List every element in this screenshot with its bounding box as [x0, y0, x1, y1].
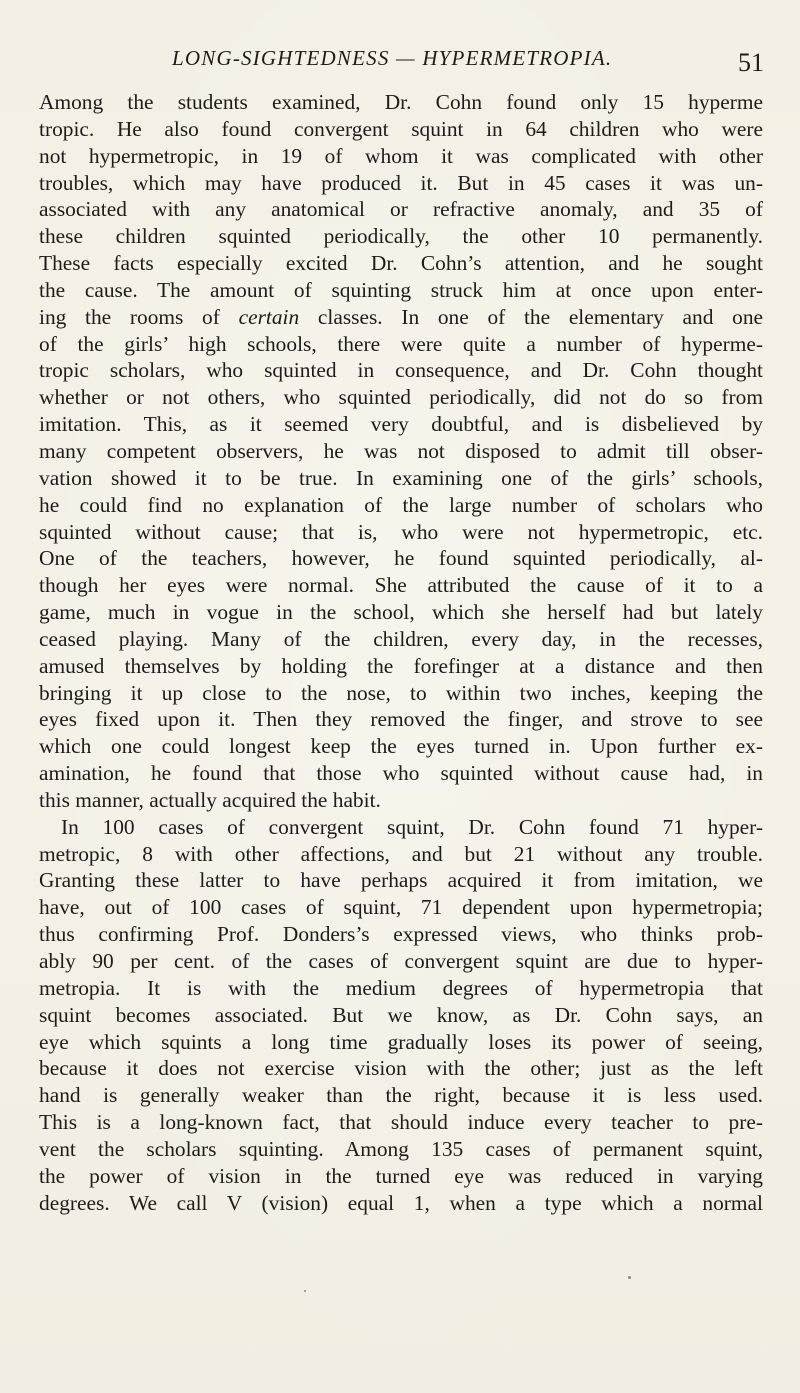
text-line: ably 90 per cent. of the cases of convergent squint are due to hyper-: [39, 949, 763, 973]
body-text: [39, 89, 763, 1216]
text-line: eyes fixed upon it. Then they removed the finger, and strove to see: [39, 707, 763, 732]
text-line: imitation. This, as it seemed very doubtful, and is disbelieved by: [39, 412, 763, 437]
text-line: whether or not others, who squinted periodically, did not do so from: [39, 385, 763, 410]
text-line: vent the scholars squinting. Among 135 cases of permanent squint,: [39, 1136, 763, 1161]
italic-emphasis: certain: [238, 304, 300, 329]
text-line: metropic, 8 with other affections, and but 21 without any trouble.: [39, 841, 763, 866]
paper-speck: [304, 1290, 306, 1292]
text-line: troubles, which may have produced it. But in 45 cases it was un-: [39, 170, 763, 195]
text-line: tropic. He also found convergent squint in 64 children who were: [39, 116, 763, 141]
text-line: degrees. We call V (vision) equal 1, when a type which a normal: [39, 1190, 763, 1215]
text-line: ing the rooms of certain classes. In one of the elementary and one: [39, 304, 764, 329]
text-line: One of the teachers, however, he found squinted periodically, al-: [39, 546, 763, 571]
text-line: game, much in vogue in the school, which she herself had but lately: [39, 600, 763, 625]
text-line: squint becomes associated. But we know, as Dr. Cohn says, an: [39, 1002, 763, 1027]
text-line: not hypermetropic, in 19 of whom it was complicated with other: [39, 143, 763, 168]
text-line: amused themselves by holding the forefinger at a distance and then: [39, 653, 763, 678]
text-line: amination, he found that those who squinted without cause had, in: [39, 761, 763, 786]
text-line: vation showed it to be true. In examining one of the girls’ schools,: [39, 465, 763, 490]
text-line: squinted without cause; that is, who were not hypermetropic, etc.: [39, 519, 763, 544]
text-line: have, out of 100 cases of squint, 71 dependent upon hypermetropia;: [39, 895, 763, 920]
text-line: though her eyes were normal. She attributed the cause of it to a: [39, 573, 763, 598]
text-line: hand is generally weaker than the right, because it is less used.: [39, 1083, 763, 1108]
text-line: he could find no explanation of the large number of scholars who: [39, 492, 763, 517]
running-title: LONG-SIGHTEDNESS — HYPERMETROPIA.: [172, 46, 613, 70]
text-line: metropia. It is with the medium degrees of hypermetropia that: [39, 975, 763, 1000]
text-line: bringing it up close to the nose, to within two inches, keeping the: [39, 680, 763, 705]
text-line: In 100 cases of convergent squint, Dr. Cohn found 71 hyper-: [61, 814, 763, 839]
page-number: 51: [738, 48, 764, 77]
text-line: This is a long-known fact, that should induce every teacher to pre-: [39, 1110, 763, 1135]
text-line: many competent observers, he was not disposed to admit till obser-: [39, 438, 763, 463]
text-line: of the girls’ high schools, there were quite a number of hyperme-: [39, 331, 763, 356]
text-line: the power of vision in the turned eye was reduced in varying: [39, 1163, 763, 1188]
text-line: These facts especially excited Dr. Cohn’s attention, and he sought: [39, 251, 763, 276]
text-line: thus confirming Prof. Donders’s expressed views, who thinks prob-: [39, 922, 763, 947]
text-line: associated with any anatomical or refractive anomaly, and 35 of: [39, 197, 763, 222]
text-line: eye which squints a long time gradually loses its power of seeing,: [39, 1029, 763, 1054]
text-line: Granting these latter to have perhaps acquired it from imitation, we: [39, 868, 763, 893]
paper-speck: [628, 1276, 631, 1279]
running-head: [0, 40, 800, 80]
text-line: Among the students examined, Dr. Cohn found only 15 hyperme: [39, 90, 763, 114]
text-line: this manner, actually acquired the habit.: [39, 787, 381, 812]
text-line: ceased playing. Many of the children, every day, in the recesses,: [39, 626, 763, 651]
text-line: which one could longest keep the eyes turned in. Upon further ex-: [39, 734, 763, 759]
text-line: tropic scholars, who squinted in consequence, and Dr. Cohn thought: [39, 358, 763, 383]
text-line: the cause. The amount of squinting struck him at once upon enter-: [39, 277, 763, 302]
text-line: these children squinted periodically, the other 10 permanently.: [39, 224, 763, 249]
text-line: because it does not exercise vision with the other; just as the left: [39, 1056, 763, 1081]
